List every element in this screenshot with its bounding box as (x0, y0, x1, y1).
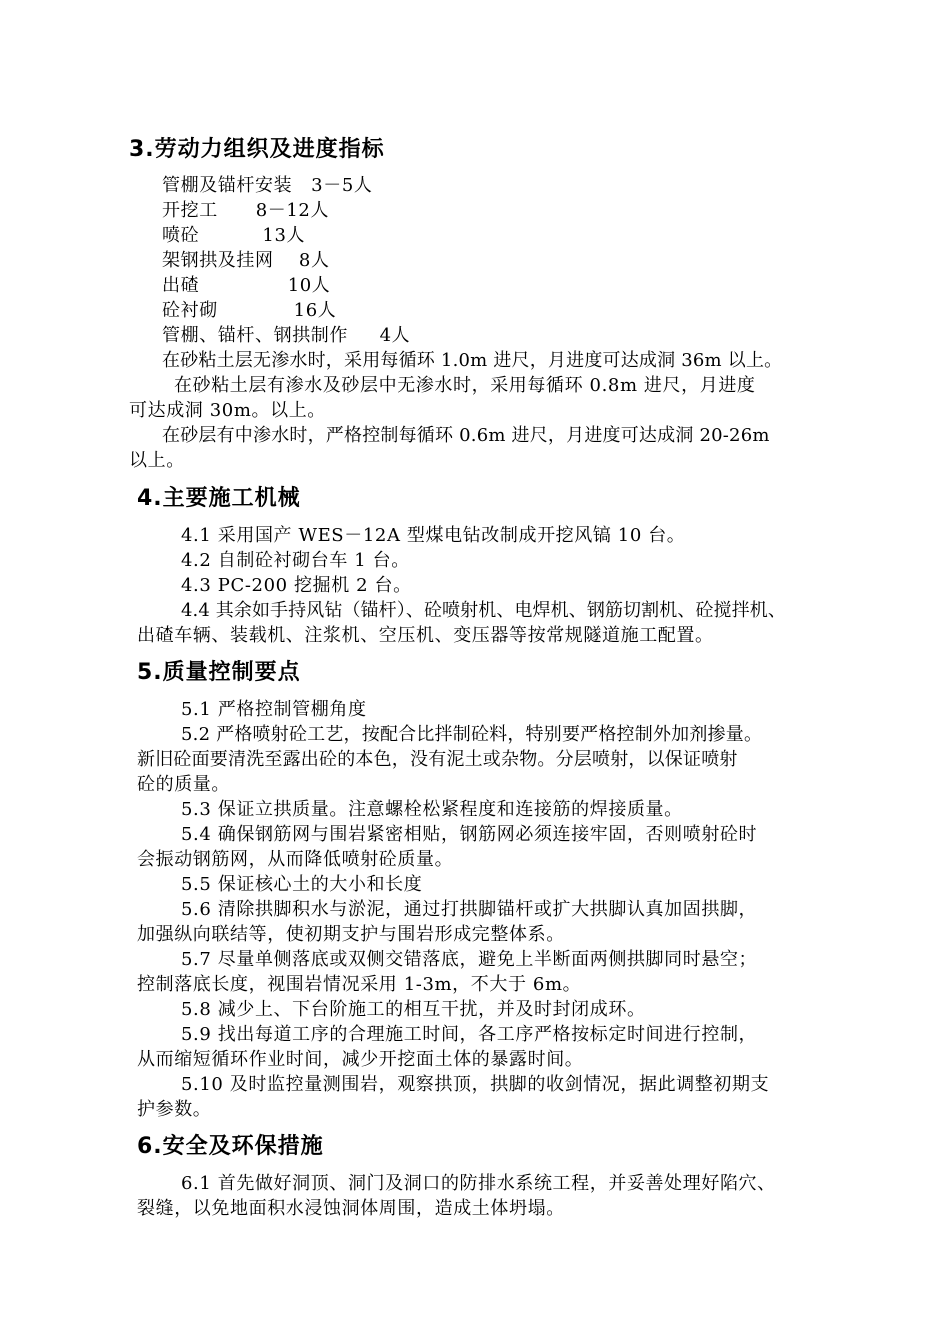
section-5-line: 5.4 确保钢筋网与围岩紧密相贴，钢筋网必须连接牢固，否则喷射砼时 (181, 824, 758, 845)
section-5-line: 从而缩短循环作业时间，减少开挖面土体的暴露时间。 (137, 1049, 584, 1070)
section-5-line: 5.8 减少上、下台阶施工的相互干扰，并及时封闭成环。 (181, 999, 646, 1020)
section-3-heading: 3.劳动力组织及进度指标 (129, 137, 385, 162)
section-4-line: 4.1 采用国产 WES－12A 型煤电钻改制成开挖风镐 10 台。 (181, 525, 686, 546)
section-5-line: 5.2 严格喷射砼工艺，按配合比拌制砼料，特别要严格控制外加剂掺量。 (181, 724, 763, 745)
section-5-line: 5.6 清除拱脚积水与淤泥，通过打拱脚锚杆或扩大拱脚认真加固拱脚， (181, 899, 758, 920)
section-4-line: 4.2 自制砼衬砌台车 1 台。 (181, 550, 410, 571)
section-3-line: 砼衬砌 16人 (162, 300, 337, 321)
section-3-line: 架钢拱及挂网 8人 (162, 250, 330, 271)
section-3-line: 管棚、锚杆、钢拱制作 4人 (162, 325, 411, 346)
section-3-line: 在砂层有中渗水时，严格控制每循环 0.6m 进尺，月进度可达成洞 20-26m (162, 425, 770, 446)
section-3-line: 可达成洞 30m。以上。 (129, 400, 326, 421)
section-4-line: 出碴车辆、装载机、注浆机、空压机、变压器等按常规隧道施工配置。 (137, 625, 714, 646)
section-5-heading: 5.质量控制要点 (137, 660, 301, 685)
section-3-line: 喷砼 13人 (162, 225, 306, 246)
section-6-line: 6.1 首先做好洞顶、洞门及洞口的防排水系统工程，并妥善处理好陷穴、 (181, 1173, 776, 1194)
section-4-line: 4.3 PC-200 挖掘机 2 台。 (181, 575, 412, 596)
section-5-line: 控制落底长度，视围岩情况采用 1-3m，不大于 6m。 (137, 974, 582, 995)
section-4-line: 4.4 其余如手持风钻（锚杆）、砼喷射机、电焊机、钢筋切割机、砼搅拌机、 (181, 600, 786, 621)
section-5-line: 加强纵向联结等，使初期支护与围岩形成完整体系。 (137, 924, 565, 945)
section-5-line: 5.7 尽量单侧落底或双侧交错落底，避免上半断面两侧拱脚同时悬空； (181, 949, 758, 970)
section-5-line: 砼的质量。 (137, 774, 230, 795)
section-6-heading: 6.安全及环保措施 (137, 1134, 324, 1159)
section-5-line: 5.5 保证核心土的大小和长度 (181, 874, 423, 895)
section-5-line: 会振动钢筋网，从而降低喷射砼质量。 (137, 849, 454, 870)
section-3-line: 管棚及锚杆安装 3－5人 (162, 175, 373, 196)
section-6-line: 裂缝，以免地面积水浸蚀洞体周围，造成土体坍塌。 (137, 1198, 565, 1219)
section-5-line: 5.10 及时监控量测围岩，观察拱顶，拱脚的收剑情况，据此调整初期支 (181, 1074, 770, 1095)
section-5-line: 护参数。 (137, 1099, 212, 1120)
section-5-line: 5.3 保证立拱质量。注意螺栓松紧程度和连接筋的焊接质量。 (181, 799, 683, 820)
section-3-line: 在砂粘土层无渗水时，采用每循环 1.0m 进尺，月进度可达成洞 36m 以上。 (162, 350, 783, 371)
section-5-line: 5.9 找出每道工序的合理施工时间，各工序严格按标定时间进行控制， (181, 1024, 758, 1045)
section-4-heading: 4.主要施工机械 (137, 486, 301, 511)
section-3-line: 以上。 (129, 450, 185, 471)
section-3-line: 开挖工 8－12人 (162, 200, 330, 221)
section-5-line: 5.1 严格控制管棚角度 (181, 699, 367, 720)
section-3-line: 在砂粘土层有渗水及砂层中无渗水时，采用每循环 0.8m 进尺，月进度 (174, 375, 756, 396)
section-5-line: 新旧砼面要清洗至露出砼的本色，没有泥土或杂物。分层喷射，以保证喷射 (137, 749, 738, 770)
section-3-line: 出碴 10人 (162, 275, 331, 296)
